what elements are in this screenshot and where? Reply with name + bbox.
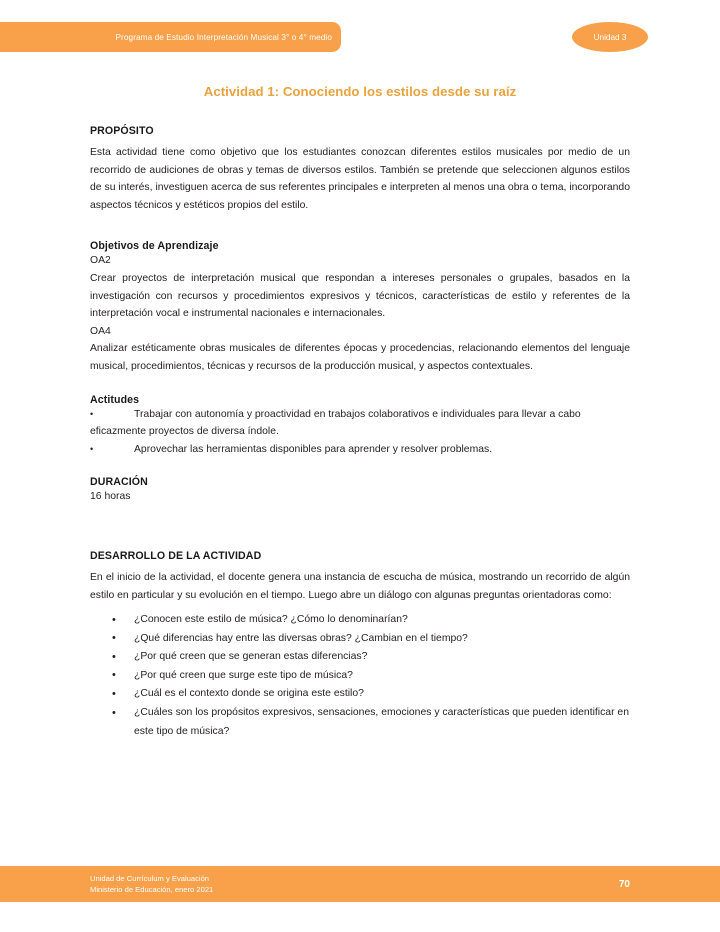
bullet-icon [90,406,134,424]
duracion-value: 16 horas [90,491,131,503]
page-title: Actividad 1: Conociendo los estilos desde su raíz [203,84,517,99]
page-header [0,0,720,70]
actitud-text-1: Trabajar con autonomía y proactividad en trabajos colaborativos e individuales para llevar a cabo eficazmente proyectos de diversa índole. [90,408,581,438]
list-item [112,685,630,704]
proposito-paragraph: Esta actividad tiene como objetivo que los estudiantes conozcan diferentes estilos musicales por medio de un recorrido de audiciones de obras y temas de diversos estilos. También se pretende que seleccionen algunos estilos de su interés, investiguen acerca de sus referentes principales e interpreten al menos una obra o tema, incorporando aspectos técnicos y estéticos propios del estilo. [90,147,630,211]
question-text-2: ¿Qué diferencias hay entre las diversas obras? ¿Cambian en el tiempo? [134,632,468,644]
list-item [112,630,630,649]
orienting-questions-list [90,611,630,741]
page-body [0,70,720,741]
content-column [90,84,630,741]
question-text-4: ¿Por qué creen que surge este tipo de música? [134,669,353,681]
list-item [112,611,630,630]
question-text-3: ¿Por qué creen que se generan estas diferencias? [134,651,368,663]
list-item [112,648,630,667]
footer-org [90,873,213,896]
oa-text-2: Analizar estéticamente obras musicales de diferentes épocas y procedencias, relacionando elementos del lenguaje musical, procedimientos, técnicas y recursos de la producción musical, y aspectos contextuales. [90,343,630,372]
list-item [112,667,630,686]
program-banner [0,22,341,52]
oa-code-2: OA4 [90,325,111,337]
footer-line-2: Ministerio de Educación, enero 2021 [90,885,214,894]
list-item [90,441,630,459]
unit-badge [572,22,648,52]
footer-line-1: Unidad de Currículum y Evaluación [90,873,210,883]
section-heading-proposito: PROPÓSITO [90,125,154,137]
section-heading-actitudes: Actitudes [90,393,140,406]
page-number: 70 [618,878,630,890]
footer-inner [90,866,630,902]
unit-badge-label: Unidad 3 [593,32,627,42]
oa-code-1: OA2 [90,255,111,267]
section-heading-objetivos: Objetivos de Aprendizaje [90,240,219,253]
question-text-1: ¿Conocen este estilo de música? ¿Cómo lo denominarían? [134,614,408,626]
program-banner-label: Programa de Estudio Interpretación Musical 3° o 4° medio [115,32,332,42]
desarrollo-paragraph: En el inicio de la actividad, el docente genera una instancia de escucha de música, mostrando un recorrido de algún estilo en particular y su evolución en el tiempo. Luego abre un diálogo con algunas preguntas orientadoras como: [90,571,630,601]
section-heading-duracion: DURACIÓN [90,476,148,489]
bullet-icon [90,441,134,459]
list-item [112,704,630,741]
list-item [90,406,630,441]
section-heading-desarrollo: DESARROLLO DE LA ACTIVIDAD [90,549,262,562]
actitudes-list [90,406,630,459]
question-text-6: ¿Cuáles son los propósitos expresivos, sensaciones, emociones y características que pueden identificar en este tipo de música? [134,707,629,737]
question-text-5: ¿Cuál es el contexto donde se origina este estilo? [134,688,364,700]
page-footer [0,866,720,902]
actitud-text-2: Aprovechar las herramientas disponibles para aprender y resolver problemas. [134,443,493,455]
oa-text-1: Crear proyectos de interpretación musical que respondan a intereses personales o grupales, basados en la investigación con recursos y procedimientos expresivos y técnicos, características de estilo y referentes de la interpretación vocal e instrumental nacionales e internacionales. [90,272,630,320]
